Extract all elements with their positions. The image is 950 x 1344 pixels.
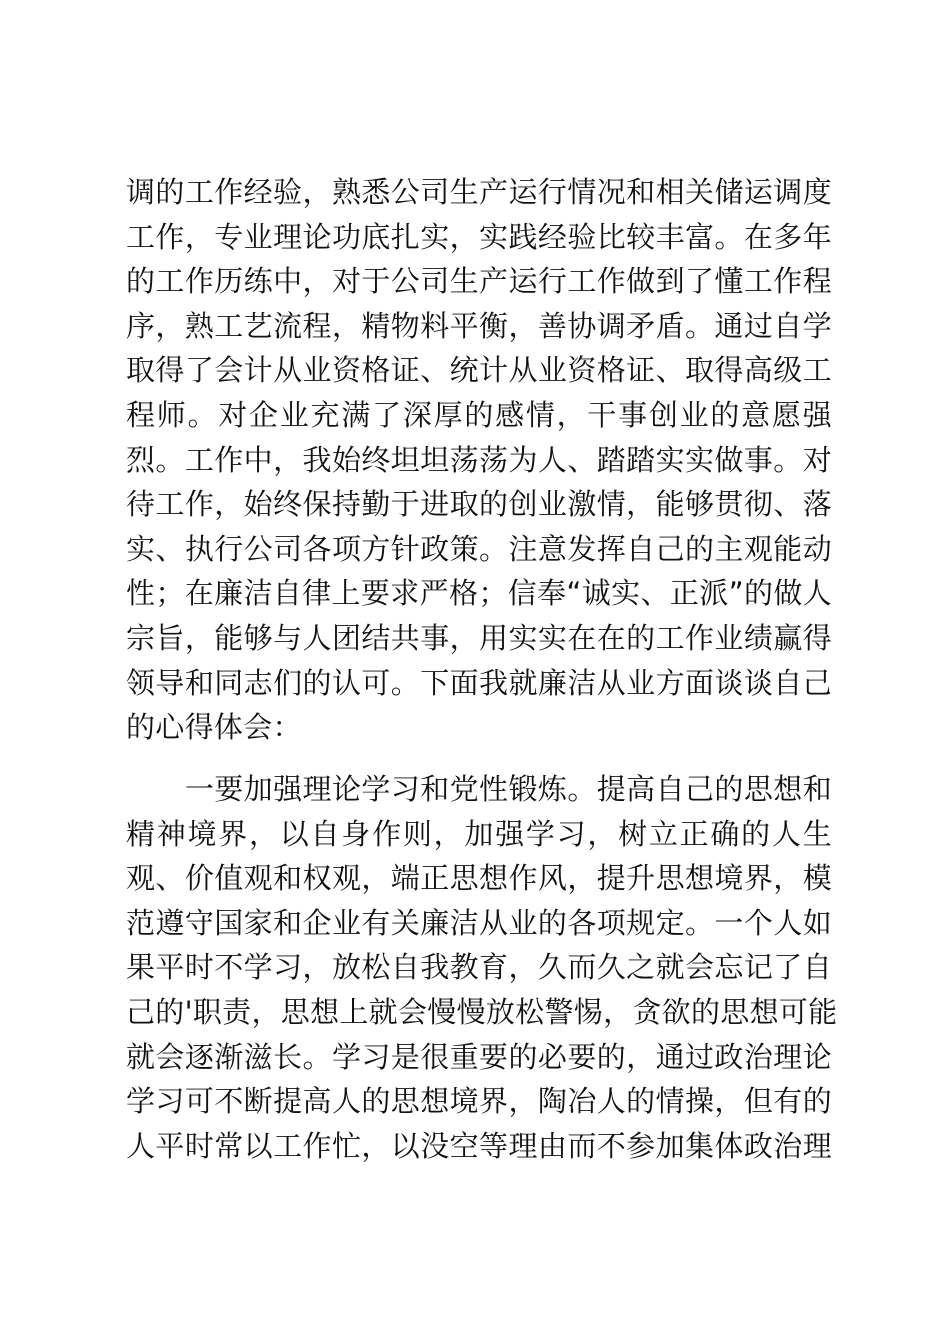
text-line: 的心得体会： xyxy=(126,710,302,745)
text-line: 性；在廉洁自律上要求严格；信奉“诚实、正派”的做人 xyxy=(126,576,832,611)
paragraph-2 xyxy=(126,767,838,1168)
text-line: 宗旨，能够与人团结共事，用实实在在的工作业绩赢得 xyxy=(126,620,832,655)
paragraph-1 xyxy=(126,170,832,750)
text-line: 程师。对企业充满了深厚的感情，干事创业的意愿强 xyxy=(126,397,832,432)
text-line: 范遵守国家和企业有关廉洁从业的各项规定。一个人如 xyxy=(126,905,832,940)
text-line: 取得了会计从业资格证、统计从业资格证、取得高级工 xyxy=(126,353,832,388)
text-line: 就会逐渐滋长。学习是很重要的必要的，通过政治理论 xyxy=(126,1039,832,1074)
text-line: 工作，专业理论功底扎实，实践经验比较丰富。在多年 xyxy=(126,219,832,254)
text-line: 果平时不学习，放松自我教育，久而久之就会忘记了自 xyxy=(126,950,832,985)
text-line: 精神境界，以自身作则，加强学习，树立正确的人生 xyxy=(126,816,832,851)
text-line: 序，熟工艺流程，精物料平衡，善协调矛盾。通过自学 xyxy=(126,308,832,343)
text-line: 的工作历练中，对于公司生产运行工作做到了懂工作程 xyxy=(126,264,832,299)
text-line: 待工作，始终保持勤于进取的创业激情，能够贯彻、落 xyxy=(126,487,832,522)
text-line: 实、执行公司各项方针政策。注意发挥自己的主观能动 xyxy=(126,531,832,566)
text-line: 观、价值观和权观，端正思想作风，提升思想境界，模 xyxy=(126,861,832,896)
text-line: 人平时常以工作忙，以没空等理由而不参加集体政治理 xyxy=(126,1128,832,1163)
text-line: 调的工作经验，熟悉公司生产运行情况和相关储运调度 xyxy=(126,175,832,209)
text-line: 烈。工作中，我始终坦坦荡荡为人、踏踏实实做事。对 xyxy=(126,442,832,477)
text-line: 领导和同志们的认可。下面我就廉洁从业方面谈谈自己 xyxy=(126,665,832,700)
text-line: 学习可不断提高人的思想境界，陶冶人的情操，但有的 xyxy=(126,1084,832,1119)
text-line: 一要加强理论学习和党性锻炼。提高自己的思想和 xyxy=(126,772,832,806)
text-line: 己的'职责，思想上就会慢慢放松警惕，贪欲的思想可能 xyxy=(126,994,838,1029)
